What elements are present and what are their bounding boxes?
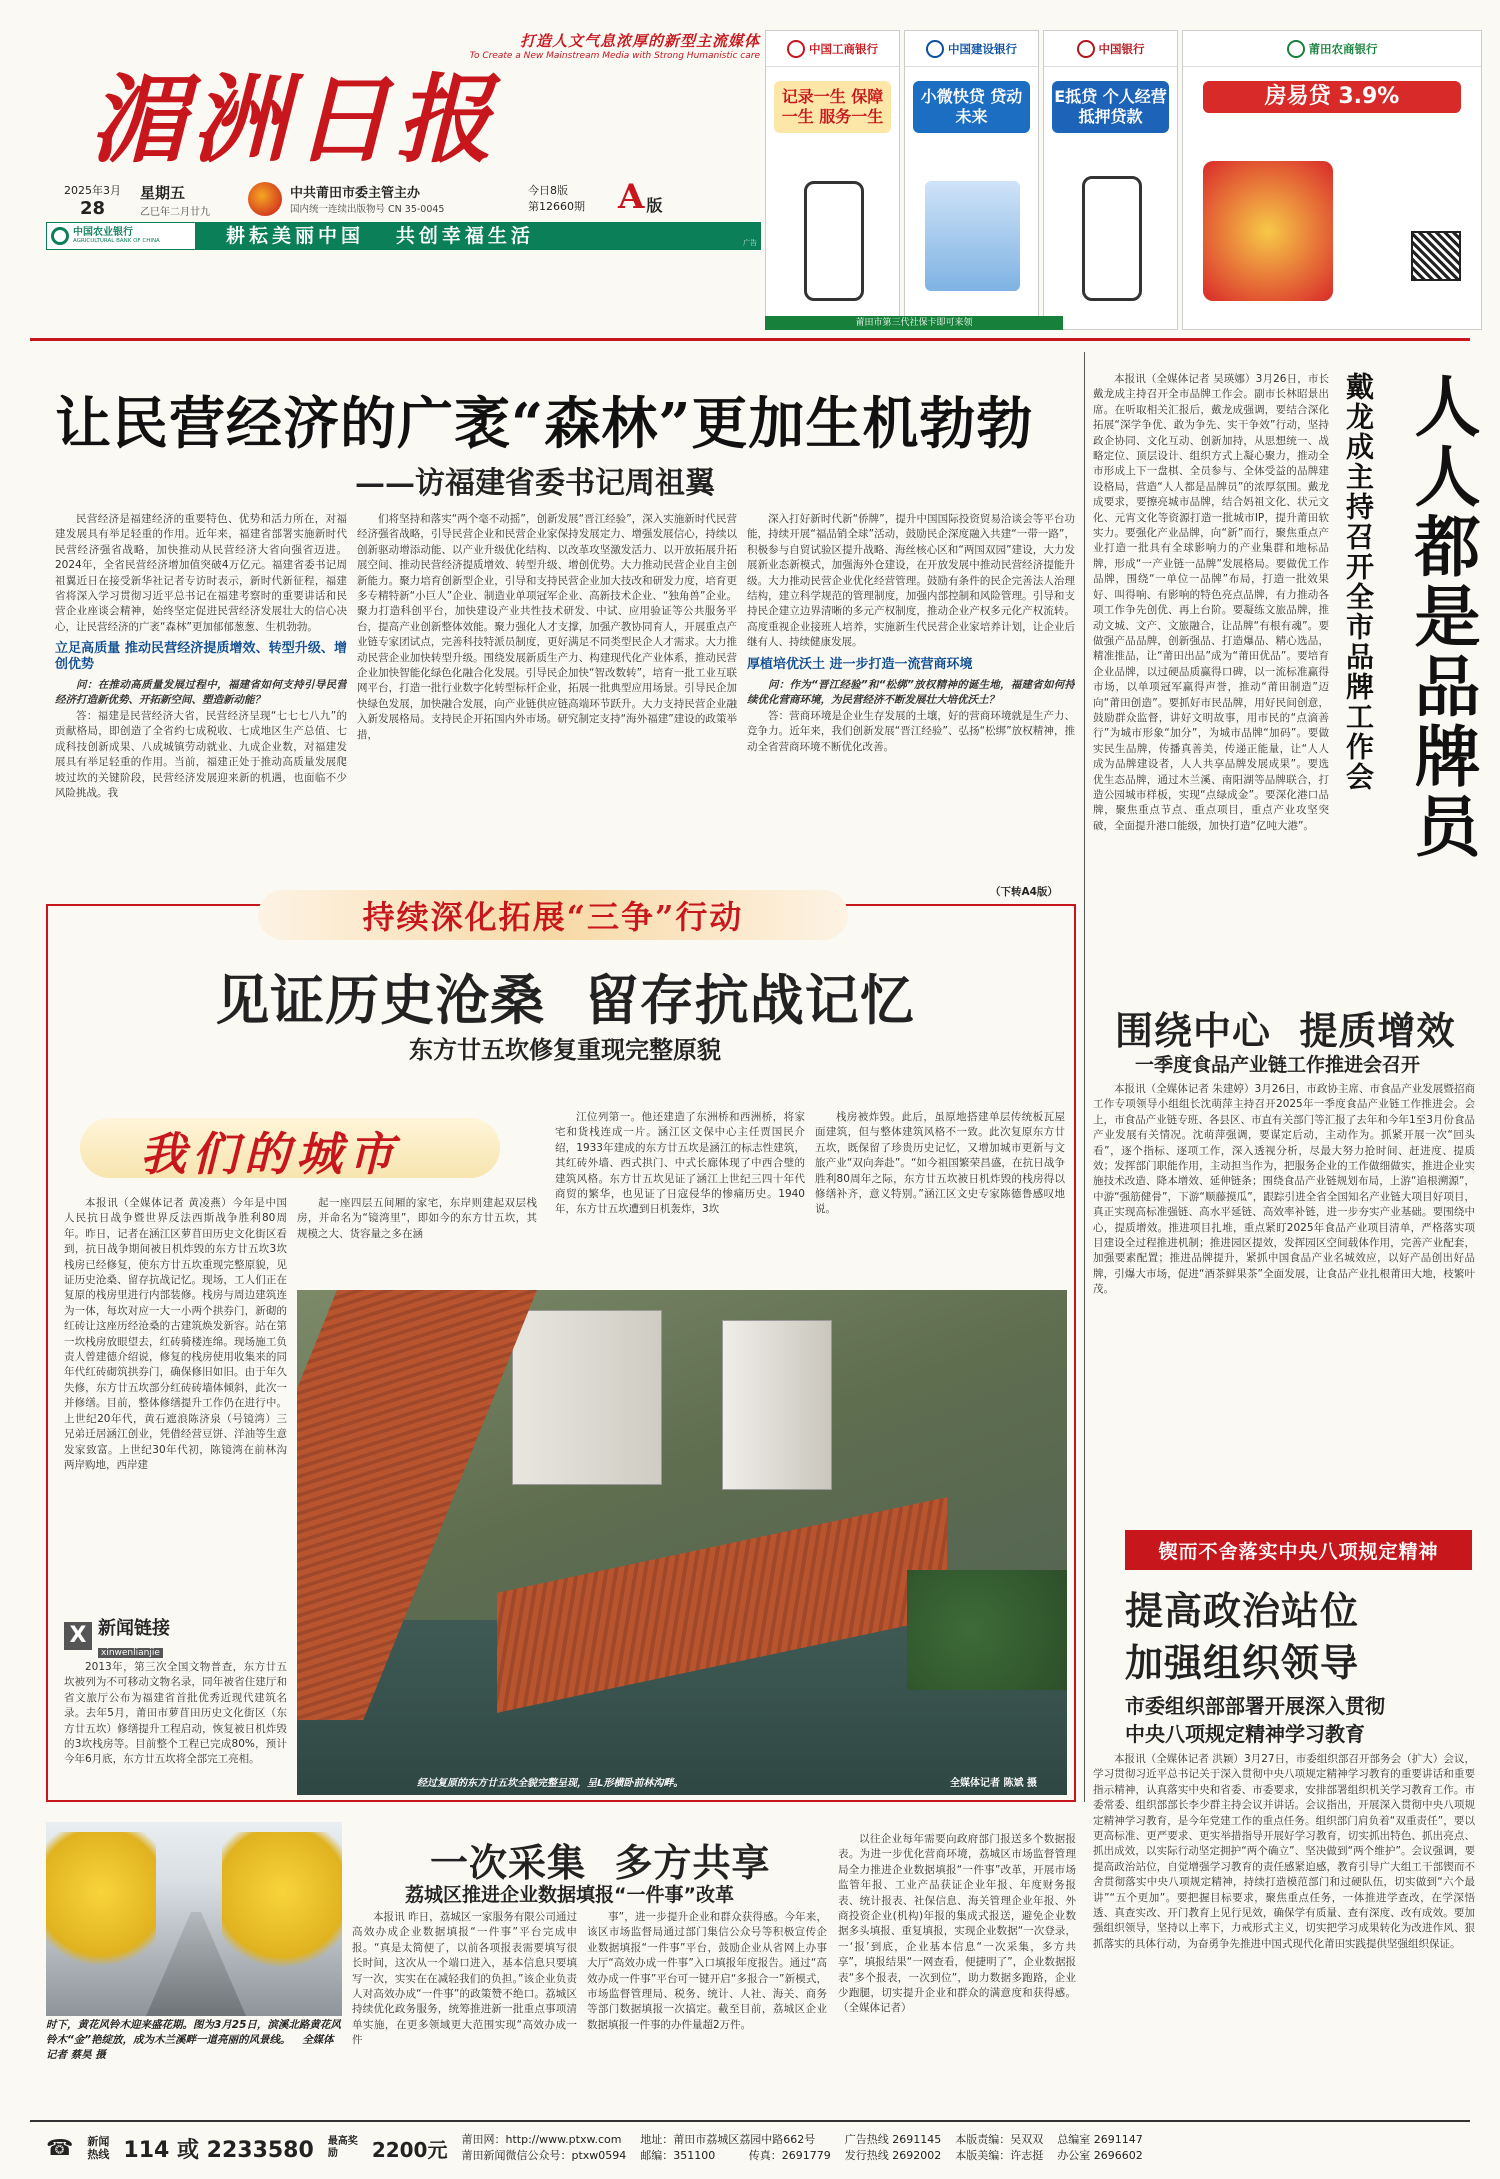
ad-rcb-slogan: 房易贷 3.9% <box>1203 81 1461 113</box>
news-link-body <box>64 1660 287 1790</box>
issn: 国内统一连续出版物号 CN 35-0045 <box>290 204 445 215</box>
eight-subtitle2: 中央八项规定精神学习教育 <box>1125 1722 1365 1746</box>
hotline-label1: 新闻 <box>87 2135 110 2148</box>
brand-subtitle: 戴龙成主持召开全市品牌工作会 <box>1342 372 1375 792</box>
flower-caption <box>46 2018 342 2063</box>
photo-caption: 经过复原的东方廿五坎全貌完整呈现，呈L形横卧前林沟畔。 <box>417 1778 684 1789</box>
ad-boc-head <box>1044 31 1177 67</box>
ad-ccb-bank: 中国建设银行 <box>948 41 1017 56</box>
lunar-date: 乙巳年二月廿九 <box>140 207 210 218</box>
footer-fax: 传真：2691779 <box>748 2149 831 2162</box>
ad-boc-slogan: E抵贷 个人经营抵押贷款 <box>1052 81 1169 133</box>
flower-caption-text: 时下，黄花风铃木迎来盛花期。图为3月25日，滨溪北路黄花风铃木“金”艳绽放，成为木兰溪畔一道亮丽的风景线。 <box>46 2019 341 2046</box>
campaign-title: 见证历史沧桑 留存抗战记忆 <box>215 968 915 1032</box>
news-link-header <box>64 1617 287 1658</box>
onestop-col3-text: 以往企业每年需要向政府部门报送多个数据报表。为进一步优化营商环境，荔城区市场监督管理局全力推进企业数据填报“一件事”改革，开展市场监管年报、工业产品获证企业年报、年度财务报表、统计报表、社保信息、海关管理企业年报、外商投资企业(机构)年报的集成式报送，避免企业数据多头填报、重复填报，实现企业数据“一次登录，一‘报’到底，企业基本信息“一次采集，多方共享”，填报结果“一网查看，便捷明了”，企业数据报表“多个报表，一次到位”，助力数据多跑路，企业少跑腿，切实提升企业和群众的满意度和获得感。（全媒体记者） <box>838 1833 1076 2015</box>
campaign-col1-text: 本报讯（全媒体记者 黄凌燕）今年是中国人民抗日战争暨世界反法西斯战争胜利80周年。昨日，记者在涵江区萝苜田历史文化街区看到，抗日战争期间被日机炸毁的东方廿五坎3坎栈房已经修复，使东方廿五坎重现完整原貌，见证历史沧桑、留存抗战记忆。现场，工人们正在复原的栈房里进行内部装修。栈房与周边建筑连为一体，每坎对应一大一小两个拱券门，新砌的红砖让这座历经沧桑的古建筑焕发新容。站在第一坎栈房放眼望去，红砖骑楼连绵。现场施工负责人曾建德介绍说，修复的栈房使用收集来的同年代红砖砌筑拱券门，确保修旧如旧。由于年久失修，东方廿五坎部分红砖砖墙体倾斜，此次一并修缮。目前，整体修缮提升工作仍在进行中。上世纪20年代，黄石遮浪陈济泉（号镜湾）三兄弟迁居涵江创业，凭借经营豆饼、洋油等生意发家致富。上世纪30年代初，陈镜湾在前林沟两岸购地，西岸建 <box>64 1197 287 1471</box>
ad-icbc-head <box>766 31 899 67</box>
food-subtitle: 一季度食品产业链工作推进会召开 <box>1135 1054 1421 1076</box>
weekday-block <box>140 182 240 218</box>
campaign-col3-text: 江位列第一。他还建造了东洲桥和西洲桥，将家宅和货栈连成一片。涵江区文保中心主任贾国民介绍，1933年建成的东方廿五坎是涵江的标志性建筑，其红砖外墙、西式拱门、中式长廊体现了中西合璧的建筑风格。东方廿五坎见证了涵江上世纪三四十年代商贸的繁华，也见证了日寇侵华的惨痛历史。1940年，东方廿五坎遭到日机轰炸，3坎 <box>555 1111 805 1216</box>
footer-postcode: 邮编：351100 <box>640 2149 716 2162</box>
food-body-text: 本报讯（全媒体记者 朱建婷）3月26日，市政协主席、市食品产业发展暨招商工作专项领导小组组长沈萌萍主持召开2025年一季度食品产业链工作推进会。会上，市食品产业链专班、各县区、市直有关部门等汇报了去年和今年1至3月份食品产业发展有关情况。沈萌萍强调，要谋定后动，主动作为。抓紧开展一次“回头看”，逐个指标、逐项工作，深入透视分析，尽最大努力抢时间、赶进度、提质效；发挥部门职能作用，主动担当作为，把服务企业的工作做细做实，推进企业实施技术改造、降本增效、延伸链条；围绕食品产业链规划布局，上游“追根溯源”，中游“强筋健骨”，下游“顺藤摸瓜”，跟踪引进全省全国知名产业链大项目好项目，真正实现高标准强链、高水平延链、高效率补链，进一步夯实产业基础。要围绕中心，提质增效。推进项目扎堆，重点紧盯2025年食品产业项目清单，严格落实项目建设全过程推进机制；推进园区提效，发挥园区空间载体作用，完善产业配套，加强要素配置；推进品牌提升，紧抓中国食品产业名城效应，以好产品创出好品牌，引爆大市场，促进“酒茶鲜果茶”全面发展，让食品产业扎根莆田大地，枝繁叶茂。 <box>1093 1083 1475 1296</box>
footer-dist-line: 发行热线 2692002 <box>844 2149 942 2162</box>
lead-col3-answer: 答：营商环境是企业生存发展的土壤，好的营商环境就是生产力、竞争力。近年来，我们创新发展“晋江经验”、弘扬“松绑”放权精神，推动全省营商环境不断优化改善。 <box>747 709 1075 753</box>
footer-designer: 本版美编：许志挺 <box>955 2149 1044 2162</box>
lead-col3-head: 厚植培优沃土 进一步打造一流营商环境 <box>747 656 973 672</box>
flower-street-photo <box>46 1822 342 2016</box>
brand-body <box>1093 372 1329 984</box>
news-link-x-icon: X <box>64 1622 92 1650</box>
lead-col3-text: 深入打好新时代新“侨牌”，提升中国国际投资贸易洽谈会等平台功能，持续开展“福品销全球”活动，鼓励民企深度融入共建“一带一路”，积极参与自贸试验区提升战略、海丝核心区和“两国双园”建设，大力发展新业态新模式，加强海外仓建设，在开放发展中推动民营经济提能升级。大力推动民营企业优化经营管理。鼓励有条件的民企完善法人治理结构，建立科学规范的管理制度，加强内部控制和风险管理。引导和支持民企建立边界清晰的多元产权制度，推动企业产权多元化产权流转。高度重视企业接班人培养，实施新生代民营企业家培养计划，让企业后继有人、持续健康发展。 <box>747 513 1075 649</box>
lead-col1 <box>55 512 347 892</box>
campaign-banner <box>258 890 848 940</box>
column-logo-text: 我们的城市 <box>140 1127 400 1181</box>
date-day: 28 <box>79 198 106 219</box>
lead-col1-intro: 民营经济是福建经济的重要特色、优势和活力所在，对福建发展具有举足轻重的作用。近年来，福建省部署实施新时代民营经济强省战略，加快推动从民营经济大省向强省迈进。2024年，全省民营经济增加值突破4万亿元。福建省委书记周祖翼近日在接受新华社记者专访时表示，新时代新征程，福建省将深入学习贯彻习近平总书记在福建考察时的重要讲话和民营企业座谈会精神，始终坚定促进民营经济发展壮大的信心决心，让民营经济的广袤“森林”更加郁郁葱葱、生机勃勃。 <box>55 513 347 633</box>
photo-tall-building <box>722 1320 832 1490</box>
food-body <box>1093 1082 1475 1526</box>
footer-office1: 总编室 2691147 <box>1057 2133 1143 2146</box>
party-logo-icon <box>248 182 282 216</box>
abc-logo-block <box>46 222 196 250</box>
eight-body <box>1093 1752 1475 2100</box>
onestop-col3 <box>838 1832 1076 2110</box>
page-count: 今日8版 <box>528 184 568 197</box>
lead-col3 <box>747 512 1075 892</box>
abc-ad-tag: 广告 <box>743 239 757 247</box>
ad-rcb-bank: 莆田农商银行 <box>1308 41 1378 56</box>
ad-boc-bank: 中国银行 <box>1098 41 1145 56</box>
ad-ccb-head <box>905 31 1038 67</box>
campaign-col4-text: 栈房被炸毁。此后，虽原地搭建单层传统板瓦屋面建筑，但与整体建筑风格不一致。此次复原东方廿五坎，既保留了珍贵历史记忆，又增加城市更新与文旅产业“双向奔赴”。“如今祖国繁荣昌盛，在抗日战争胜利80周年之际，东方廿五坎被日机炸毁的栈房得以修缮补齐，意义特别。”涵江区文史专家陈德鲁感叹地说。 <box>815 1111 1065 1216</box>
onestop-col2-text: 事”，进一步提升企业和群众获得感。今年来，该区市场监督局通过部门集信公众号等积极宣传企业数据填报“一件事”平台，鼓励企业从省网上办事大厅“高效办成一件事”入口填报年度报告。通过“高效办成一件事”平台可一键开启“多报合一”新模式，市场监督管理局、税务、统计、人社、海关、商务等部门数据填报一次搞定。截至目前，荔城区企业数据填报一件事的办件量超2万件。 <box>587 1911 827 2031</box>
masthead-slogan <box>330 30 760 61</box>
brand-title: 人人都是品牌员 <box>1403 372 1481 862</box>
ad-ccb <box>904 30 1039 330</box>
footer-ad-line: 广告热线 2691145 <box>844 2133 942 2146</box>
news-link-sub: xinwenlianjie <box>98 1648 163 1658</box>
issue-number: 第12660期 <box>528 200 585 213</box>
campaign-col4 <box>815 1110 1065 1310</box>
column-logo <box>80 1108 500 1188</box>
hotline-label <box>87 2135 109 2161</box>
abc-logo-icon <box>51 227 69 245</box>
campaign-aerial-photo <box>297 1290 1067 1795</box>
ad-icbc-bank: 中国工商银行 <box>809 41 878 56</box>
brand-body-text: 本报讯（全媒体记者 吴瑛娜）3月26日，市长戴龙成主持召开全市品牌工作会。副市长林昭景出席。在听取相关汇报后，戴龙成强调，要结合深化拓展“深学争优、敢为争先、实干争效”行动，坚持政企协同、文化互动、创新加持，从思想统一、战略定位、顶层设计、组织方式上凝心聚力，推动全市形成上下一盘棋、全员参与、全体受益的品牌建设格局，营造“人人都是品牌员”的浓厚氛围。戴龙成要求，要擦亮城市品牌，结合妈祖文化、状元文化、元宵文化等资源打造一批城市IP，提升莆田软实力。要强化产业品牌，向“新”而行，聚焦重点产业打造一批具有全球影响力的产业集群和地标品牌，形成“一产业链一品牌”发展格局。要做优工作品牌，围绕“一单位一品牌”布局，打造一批效果好、叫得响、有影响的特色亮点品牌，有力推动各项工作争先创优、再上台阶。要凝练文旅品牌，推动文城、文产、文旅融合，让品牌“有根有魂”。要做强产品品牌，创新强品、打造爆品、精心选品，精准推品，让“莆田出品”成为“莆田优品”。要培育企业品牌，以过硬品质赢得口碑，以一流标准赢得市场，以单项冠军赢得声誉，推动“莆田制造”迈向“莆田创造”。要抓好市民品牌，用好民间创意，鼓励群众监督，讲好文明故事，用市民的“点滴善行”为城市形象“加分”，为城市品牌“加码”。要做实民生品牌，传播真善美，传递正能量，让“人人成为品牌建设者，人人共享品牌发展成果”。要选优生态品牌，通过木兰溪、南阳湖等品牌联合，打造公园城市样板，实现“点绿成金”。要深化港口品牌，聚焦重点节点、重点项目，重点产业攻坚突破，全面提升港口能级，加快打造“亿吨大港”。 <box>1093 373 1329 832</box>
photo-credit: 全媒体记者 陈斌 摄 <box>950 1778 1037 1789</box>
weekday: 星期五 <box>140 184 186 202</box>
award-value: 2200元 <box>371 2137 448 2162</box>
ccb-logo-icon <box>926 40 944 58</box>
campaign-col2 <box>297 1196 537 1278</box>
lead-col2 <box>357 512 737 892</box>
news-link-body-text: 2013年，第三次全国文物普查，东方廿五坎被列为不可移动文物名录，同年被省住建厅和省文旅厅公布为福建省首批优秀近现代建筑名录。去年5月，莆田市萝苜田历史文化街区（东方廿五坎）修缮提升工程启动，恢复被日机炸毁的3坎栈房等。目前整个工程已完成80%，预计今年6月底，东方廿五坎将全部完工亮相。 <box>64 1661 287 1766</box>
abc-name: 中国农业银行 <box>73 227 133 238</box>
boc-logo-icon <box>1077 40 1095 58</box>
abc-bank-bar <box>46 222 761 250</box>
footer-office2: 办公室 2696602 <box>1057 2149 1143 2162</box>
lead-subtitle: ——访福建省委书记周祖翼 <box>355 466 715 501</box>
sponsor-block <box>290 182 520 215</box>
ad-boc-phone <box>1082 176 1142 301</box>
abc-banner: 耕耘美丽中国 共创幸福生活 <box>196 222 761 250</box>
slogan-cn: 打造人文气息浓厚的新型主流媒体 <box>519 32 760 50</box>
footer-address: 地址：莆田市荔城区荔园中路662号 <box>640 2133 816 2146</box>
date-month: 2025年3月 <box>64 184 121 197</box>
rcb-logo-icon <box>1287 40 1305 58</box>
eight-subtitle1: 市委组织部部署开展深入贯彻 <box>1125 1694 1385 1718</box>
ad-ccb-figure <box>925 181 1020 291</box>
ad-icbc <box>765 30 900 330</box>
lead-col1-head: 立足高质量 推动民营经济提质增效、转型升级、增创优势 <box>55 641 347 672</box>
ad-boc <box>1043 30 1178 330</box>
photo-white-building <box>512 1310 662 1485</box>
eight-banner-text: 锲而不舍落实中央八项规定精神 <box>1158 1540 1439 1563</box>
ad-rcb-qr-icon <box>1411 231 1461 281</box>
onestop-col1-text: 本报讯 昨日，荔城区一家服务有限公司通过高效办成企业数据填报“一件事”平台完成申报。“真是太简便了，以前各项报表需要填写很长时间，这次从一个端口进入，基本信息只要填写一次，实实在在减轻我们的负担。”该企业负责人对高效办成“一件事”的政策赞不绝口。荔城区持续优化政务服务，统筹推进新一批重点事项清单实施，在更多领域更大范围实现“高效办成一件 <box>352 1911 577 2047</box>
right-col-divider <box>1084 352 1085 1802</box>
campaign-col1 <box>64 1196 287 1614</box>
news-link-title: 新闻链接 <box>98 1617 170 1639</box>
ad-icbc-slogan: 记录一生 保障一生 服务一生 <box>774 81 891 133</box>
eight-body-text: 本报讯（全媒体记者 洪颖）3月27日，市委组织部召开部务会（扩大）会议，学习贯彻习近平总书记关于深入贯彻中央八项规定精神学习教育的重要讲话和重要指示精神，认真落实中央和省委、市委要求，安排部署组织机关学习教育工作。市委常委、组织部部长李少群主持会议并讲话。会议指出，开展深入贯彻中央八项规定精神学习教育，是今年党建工作的重点任务。组织部门肩负着“双重责任”，要以更高标准、更严要求、更实举措指导开展好学习教育，切实抓出特色、抓出亮点、抓出成效，以实际行动坚定拥护“两个确立”、坚决做到“两个维护”。会议强调，要提高政治站位，自觉增强学习教育的责任感紧迫感，教育引导广大组工干部锲而不舍贯彻落实中央八项规定精神，持续打造模范部门和过硬队伍，切实做到“六个最讲”“五个更加”。要把握目标要求，聚焦重点任务，一体推进学查改，在学深悟透、真查实改、开门教育上见行见效，确保学有质量、查有深度、改有成效。要加强组织领导，坚持以上率下，力戒形式主义，切实把学习成果转化为改进作风、狠抓落实的具体行动，为奋勇争先推进中国式现代化莆田实践提供坚强组织保证。 <box>1093 1753 1475 1950</box>
masthead-rule <box>30 338 1470 341</box>
edition-badge <box>618 178 662 216</box>
photo-trees <box>907 1570 1067 1690</box>
edition-suffix: 版 <box>646 196 663 215</box>
ad-rcb-head <box>1183 31 1481 67</box>
onestop-col1 <box>352 1910 577 2110</box>
ad-rcb-visual <box>1203 161 1333 301</box>
flower-trees-right <box>222 1832 342 1982</box>
phone-icon: ☎ <box>46 2135 74 2161</box>
lead-col3-question: 问：作为“晋江经验”和“松绑”放权精神的诞生地，福建省如何持续优化营商环境，为民营经济不断发展壮大培优沃土？ <box>747 679 1075 707</box>
ad-icbc-phone <box>804 181 864 301</box>
issue-block <box>528 182 618 214</box>
sponsor: 中共莆田市委主管主办 <box>290 186 421 201</box>
onestop-subtitle: 荔城区推进企业数据填报“一件事”改革 <box>405 1884 734 1906</box>
lead-title: 让民营经济的广袤“森林”更加生机勃勃 <box>55 391 1034 457</box>
footer-wechat: 莆田新闻微信公众号：ptxw0594 <box>461 2149 627 2162</box>
campaign-col2-text: 起一座四层五间厢的家宅，东岸则建起双层栈房，并命名为“镜湾里”，即如今的东方廿五坎，其规模之大、货容量之多在涵 <box>297 1197 537 1240</box>
lead-col2-text: 们将坚持和落实“两个毫不动摇”，创新发展“晋江经验”，深入实施新时代民营经济强省战略，引导民营企业和民营企业家保持发展定力、增强发展信心，持续以创新驱动增添动能、以产业升级优化结构、以改革攻坚激发活力、以开放拓展升拓展空间、推动民营经济提质增效、转型升级、增创优势。大力推动民营企业自主创新能力。聚力培育创新型企业，引导和支持民营企业加大技改和研发力度，培育更多专精特新“小巨人”企业、制造业单项冠军企业、高新技术企业、“独角兽”企业。聚力打造科创平台，加快建设产业共性技术研发、中试、应用验证等公共服务平台，提高产业创新整体效能。聚力强化人才支撑，加强产教协同育人，开展重点产业链专家团试点，完善科技特派员制度，更好满足不同类型民企人才需求。大力推动民营企业加快转型升级。围绕发展新质生产力、构建现代化产业体系，推动民营企业加快智能化绿色化融合化发展。引导民企加快“智改数转”，培育一批工业互联网平台，打造一批行业数字化转型标杆企业，拓展一批典型应用场景。引导民企加快绿色发展，加快融合发展，向产业链供应链高端环节跃升。大力支持民营企业融入新发展格局。支持民企开拓国内外市场。研究制定支持“海外福建”建设的政策举措， <box>357 513 737 741</box>
food-title: 围绕中心 提质增效 <box>1115 1008 1456 1053</box>
footer-website[interactable]: 莆田网：http://www.ptxw.com <box>461 2133 622 2146</box>
flower-trees-left <box>46 1832 156 1982</box>
hotline-label2: 热线 <box>87 2148 110 2161</box>
onestop-col2 <box>587 1910 827 2110</box>
onestop-title: 一次采集 多方共享 <box>430 1840 771 1885</box>
award-label: 最高奖励 <box>327 2136 358 2159</box>
eight-title2: 加强组织领导 <box>1125 1640 1360 1685</box>
campaign-subtitle: 东方廿五坎修复重现完整原貌 <box>409 1035 721 1064</box>
ads-footer: 莆田市第三代社保卡即可来领 <box>765 316 1063 330</box>
edition-letter: A <box>618 177 645 217</box>
footer-rule <box>30 2120 1470 2122</box>
eight-title1: 提高政治站位 <box>1125 1588 1360 1633</box>
ad-ccb-slogan: 小微快贷 贷动未来 <box>913 81 1030 133</box>
ad-putian-rcb <box>1182 30 1482 330</box>
slogan-en: To Create a New Mainstream Media with Strong Humanistic care <box>469 51 760 61</box>
footer-editor: 本版责编：吴双双 <box>955 2133 1044 2146</box>
eight-banner <box>1125 1530 1472 1570</box>
lead-continued: （下转A4版） <box>990 886 1058 898</box>
icbc-logo-icon <box>787 40 805 58</box>
lead-col1-answer: 答：福建是民营经济大省，民营经济呈现“七七七八九”的贡献格局，即创造了全省约七成税收、七成地区生产总值、七成科技创新成果、八成城镇劳动就业、九成企业数，对福建发展具有举足轻重的作用。当前，福建正处于推动高质量发展爬坡过坎的关键阶段，民营经济发展迎来新的机遇，也面临不少风险挑战。我 <box>55 709 347 799</box>
campaign-col3 <box>555 1110 805 1310</box>
campaign-banner-text: 持续深化拓展“三争”行动 <box>362 898 744 936</box>
flower-credit: 全媒体记者 蔡昊 摄 <box>46 2034 334 2061</box>
newspaper-title: 湄洲日报 <box>90 63 498 176</box>
abc-name-en: AGRICULTURAL BANK OF CHINA <box>73 238 160 244</box>
date-block <box>50 182 135 219</box>
lead-col1-question: 问：在推动高质量发展过程中，福建省如何支持引导民营经济打造新优势、开拓新空间、塑造新动能？ <box>55 679 347 707</box>
hotline-number[interactable]: 114 或 2233580 <box>123 2137 314 2163</box>
footer-bar <box>46 2126 1476 2170</box>
